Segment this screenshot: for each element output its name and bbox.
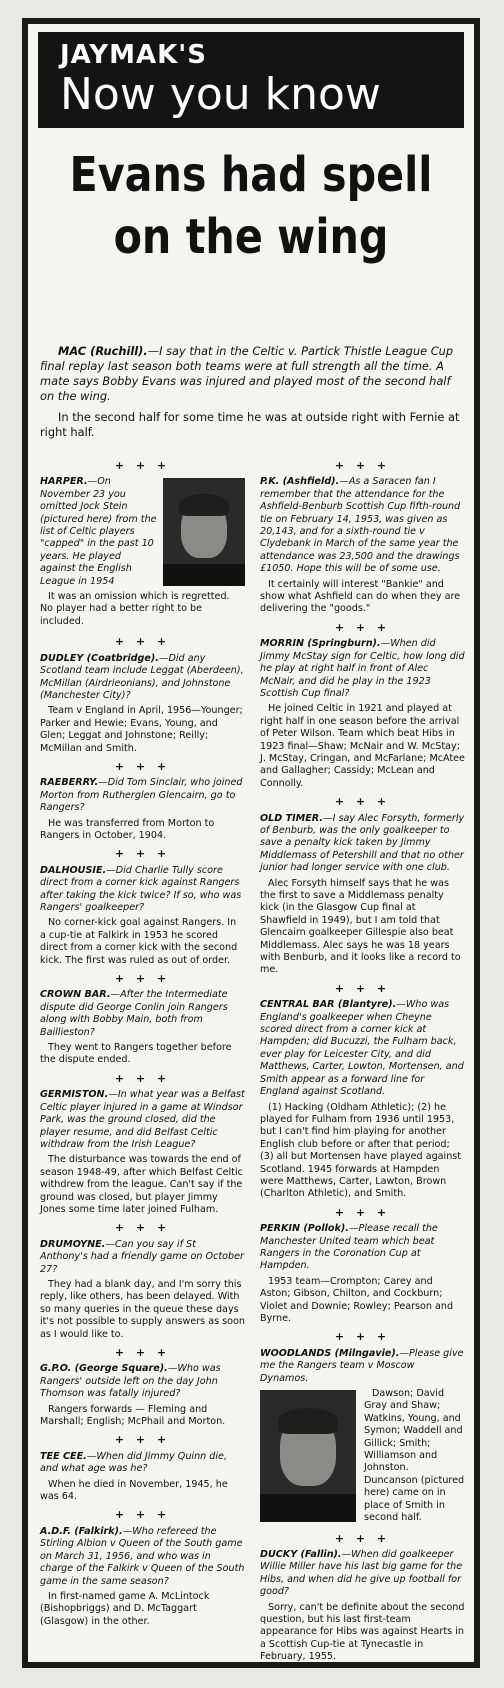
star-divider: + + + (114, 972, 171, 986)
question-text: —On November 23 you omitted Jock Stein (pictured here) from the list of Celtic players "capped" in the past 10 years. He played against the English League in 1954 (40, 476, 157, 587)
reader-name: DUCKY (Fallin). (260, 1548, 342, 1560)
star-divider: + + + (114, 459, 171, 472)
question-text: —Who was Rangers' outside left on the day John Thomson was fatally injured? (40, 1363, 221, 1400)
reader-name: CROWN BAR. (40, 989, 111, 1001)
answer: 1953 team—Crompton; Carey and Aston; Gibson, Chilton, and Cockburn; Violet and Downie; Rowley; Pearson and Byrne. (260, 1275, 454, 1324)
reader-name: TEE CEE. (40, 1450, 87, 1462)
qa-item (260, 476, 465, 615)
question-text: —Did Charlie Tully score direct from a corner kick against Rangers after taking the kick twice? If so, who was Rangers' goalkeeper? (40, 864, 242, 913)
qa-item (260, 813, 465, 977)
qa-item (40, 653, 245, 755)
star-divider: + + + (334, 1330, 391, 1344)
question (40, 1239, 245, 1276)
reader-name: WOODLANDS (Milngavie). (260, 1347, 400, 1359)
question (40, 653, 245, 703)
answer: When he died in November, 1945, he was 64. (40, 1478, 228, 1503)
star-divider: + + + (114, 635, 171, 649)
headline-line-1: Evans had spell (69, 147, 433, 203)
qa-item (40, 865, 245, 967)
question-text: —When did Jimmy McStay sign for Celtic, how long did he play at right half in front of Alec McNair, and did he play in the 1923 Scottish Cup final? (260, 638, 465, 699)
qa-item (40, 989, 245, 1066)
qa-item (40, 476, 245, 630)
intro-question (40, 344, 466, 404)
question (260, 813, 465, 875)
reader-name: HARPER. (40, 476, 88, 488)
question (260, 638, 465, 700)
question (260, 1348, 465, 1385)
qa-item (40, 1363, 245, 1428)
answer: He joined Celtic in 1921 and played at right half in one season before the arrival of Peter Wilson. Team which beat Hibs in 1923 final—Shaw; McNair and W. McStay; J. McStay, Cringan, and McFarlane; McAtee and Gallagher; Cassidy; McLean and Connolly. (260, 703, 465, 789)
answer: It was an omission which is regretted. No player had a better right to be included. (40, 591, 230, 627)
answer: No corner-kick goal against Rangers. In a cup-tie at Falkirk in 1953 he scored direct from a corner kick with the second kick. The first was ruled as out of order. (40, 917, 238, 966)
star-divider: + + + (114, 1433, 171, 1447)
intro-item (40, 344, 466, 446)
question-text: —I say Alec Forsyth, formerly of Benburb, was the only goalkeeper to save a penalty kick taken by Jimmy Middlemass of Petershill and that no other junior had longer service with one club. (260, 812, 465, 874)
qa-item (40, 777, 245, 842)
reader-name: RAEBERRY. (40, 777, 99, 789)
star-divider: + + + (114, 1221, 171, 1235)
qa-item (260, 1348, 465, 1527)
question (260, 999, 465, 1098)
star-divider: + + + (114, 847, 171, 861)
left-column (40, 454, 245, 1630)
question (40, 1526, 245, 1588)
qa-item (260, 1549, 465, 1664)
masthead-brand: JAYMAK'S (60, 40, 207, 70)
question (40, 1089, 245, 1151)
question (260, 476, 465, 575)
reader-name: PERKIN (Pollok). (260, 1223, 349, 1235)
answer: They had a blank day, and I'm sorry this reply, like others, has been delayed. With so many queries in the queue these days it's not possible to supply answers as soon as I would like to. (40, 1278, 245, 1340)
star-divider: + + + (334, 1205, 391, 1219)
question-text: —When did goalkeeper Willie Miller have his last big game for the Hibs, and when did he give up football for good? (260, 1548, 463, 1598)
qa-item (40, 1451, 245, 1504)
reader-name: A.D.F. (Falkirk). (40, 1525, 123, 1537)
question-text: —Who refereed the Stirling Albion v Queen of the South game on March 31, 1956, and who was in charge of the Falkirk v Queen of the South game in the same season? (40, 1525, 245, 1587)
qa-item (260, 638, 465, 790)
star-divider: + + + (334, 620, 391, 634)
right-column (260, 454, 465, 1666)
question-text: —Please recall the Manchester United team which beat Rangers in the Coronation Cup at Hampden. (260, 1223, 438, 1272)
question-text: —Please give me the Rangers team v Moscow Dynamos. (260, 1347, 464, 1384)
qa-item (260, 1223, 465, 1325)
answer: It certainly will interest "Bankie" and show what Ashfield can do when they are delivering the "goods." (260, 578, 461, 615)
star-divider: + + + (114, 759, 171, 773)
answer: The disturbance was towards the end of season 1948-49, after which Belfast Celtic withdrew from the league. Can't say if the ground was closed, but player Jimmy Jones some time later joined Fulham. (40, 1154, 243, 1215)
reader-name: MORRIN (Springburn). (260, 638, 381, 650)
question (40, 1363, 245, 1400)
reader-name: DRUMOYNE. (40, 1238, 106, 1250)
answer: Rangers forwards — Fleming and Marshall; English; McPhail and Morton. (40, 1403, 226, 1428)
question (40, 865, 245, 915)
question-text: —After the Intermediate dispute did George Conlin join Rangers along with Bobby Main, both from Baillieston? (40, 989, 228, 1038)
question-text: —Who was England's goalkeeper when Cheyne scored direct from a corner kick at Hampden; did Bucuzzi, the Fulham back, ever play for Leicester City, and did Matthews, Carter, Lowton, Mortensen, and Smith appear as a forward line for England against Scotland. (260, 999, 464, 1098)
question-text: —Can you say if St Anthony's had a friendly game on October 27? (40, 1238, 244, 1275)
answer: Sorry, can't be definite about the second question, but his last first-team appearance for Hibs was against Hearts in a Scottish Cup-tie at Tynecastle in February, 1955. (260, 1601, 465, 1663)
intro-question-name: MAC (Ruchill). (58, 344, 148, 358)
qa-item (40, 1239, 245, 1341)
question-text: —When did Jimmy Quinn die, and what age was he? (40, 1450, 228, 1475)
star-divider: + + + (334, 1531, 391, 1545)
question (40, 777, 245, 814)
question-text: —Did any Scotland team include Leggat (Aberdeen), McMillan (Airdrieonians), and Johnstone (Manchester City)? (40, 652, 244, 701)
question-text: —In what year was a Belfast Celtic player injured in a game at Windsor Park, was the ground closed, did the player resume, and did Belfast Celtic withdraw from the Irish League? (40, 1089, 245, 1150)
player-photo (260, 1390, 356, 1522)
reader-name: DALHOUSIE. (40, 864, 107, 876)
reader-name: GERMISTON. (40, 1089, 109, 1101)
answer: They went to Rangers together before the dispute ended. (40, 1042, 232, 1066)
question (40, 989, 245, 1039)
star-divider: + + + (114, 1508, 171, 1522)
headline-line-2: on the wing (113, 209, 389, 265)
star-divider: + + + (334, 795, 391, 809)
qa-item (40, 1089, 245, 1216)
newspaper-page (22, 18, 480, 1668)
answer: Team v England in April, 1956—Younger; Parker and Hewie; Evans, Young, and Glen; Leggat and Johnstone; Reilly; McMillan and Smith. (40, 705, 243, 754)
reader-name: DUDLEY (Coatbridge). (40, 652, 159, 664)
column-masthead (38, 32, 464, 128)
answer: He was transferred from Morton to Rangers in October, 1904. (40, 817, 215, 841)
question (260, 1549, 465, 1599)
question-text: —As a Saracen fan I remember that the attendance for the Ashfield-Benburb Scottish Cup fifth-round tie on February 14, 1953, was given as 20,143, and for a sixth-round tie v Clydebank in March of the same year the attendance was 23,500 and the drawings £1050. Hope this will be of some use. (260, 476, 461, 575)
star-divider: + + + (334, 981, 391, 995)
question-text: —Did Tom Sinclair, who joined Morton from Rutherglen Glencairn, go to Rangers? (40, 777, 243, 814)
question (260, 1223, 465, 1273)
star-divider: + + + (114, 1071, 171, 1085)
headline (66, 144, 436, 268)
intro-question-text: —I say that in the Celtic v. Partick Thistle League Cup final replay last season both teams were at full strength all the time. A mate says Bobby Evans was injured and played most of the second half on the wing. (40, 344, 454, 403)
qa-item (40, 1526, 245, 1628)
star-divider: + + + (114, 1346, 171, 1359)
reader-name: P.K. (Ashfield). (260, 476, 340, 488)
intro-answer: In the second half for some time he was at outside right with Fernie at right half. (40, 410, 460, 439)
answer: Dawson; David Gray and Shaw; Watkins, Young, and Symon; Waddell and Gillick; Smith; Williamson and Johnston. Duncanson (pictured here) came on in place of Smith in second half. (364, 1388, 465, 1524)
question (40, 1451, 245, 1476)
answer: In first-named game A. McLintock (Bishopbriggs) and D. McTaggart (Glasgow) in the other. (40, 1590, 210, 1627)
reader-name: CENTRAL BAR (Blantyre). (260, 999, 397, 1011)
star-divider: + + + (334, 459, 391, 472)
answer: Alec Forsyth himself says that he was the first to save a Middlemass penalty kick (in the Glasgow Cup final at Shawfield in 1949), but I am told that Glencairn goalkeeper Gillespie also beat Middlemass. Alec says he was 18 years with Benburb, and it looks like a record to me. (260, 877, 461, 976)
reader-name: G.P.O. (George Square). (40, 1363, 168, 1375)
answer: (1) Hacking (Oldham Athletic); (2) he played for Fulham from 1936 until 1953, but I can't find him playing for another English club before or after that period; (3) all but Mortensen have played against Scotland. 1945 forwards at Hampden were Matthews, Carter, Lawton, Brown (Charlton Athletic), and Smith. (260, 1101, 462, 1200)
qa-item (260, 999, 465, 1201)
masthead-title: Now you know (60, 69, 381, 120)
reader-name: OLD TIMER. (260, 812, 323, 824)
player-photo (163, 478, 245, 586)
